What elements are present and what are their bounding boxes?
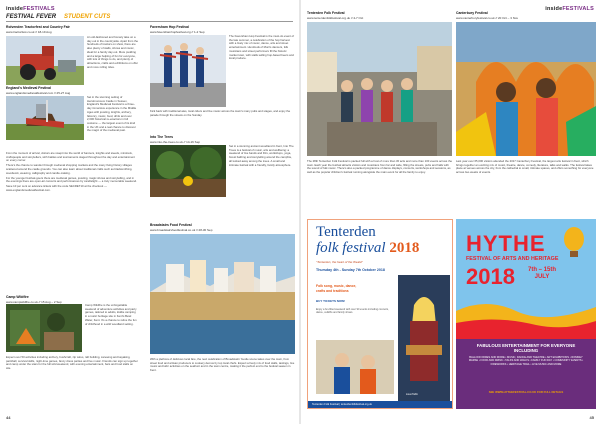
into-the-trees-photo <box>150 145 226 197</box>
feature-subtitle: STUDENT CUTS <box>64 14 111 20</box>
article-web: www.campwildfire.co.uk // 15 Aug – 2 Sep <box>6 299 62 304</box>
article-broadstairs-body <box>150 358 295 374</box>
article-web: www.broadstairsfoodfestival.co.uk // 28-30 Sep <box>150 227 213 232</box>
article-canterbury <box>456 12 596 22</box>
article-faversham-body2 <box>150 110 295 119</box>
ad-small-print: Enjoy a fun-filled weekend with over 90 events including concerts, dance, ceilidhs and family shows. <box>316 308 389 315</box>
article-title: England's Medieval Festival <box>6 86 51 90</box>
article-tenterden-body <box>307 160 452 176</box>
hythe-band-title: FABULOUS ENTERTAINMENT FOR EVERYONE INCLUDING <box>476 343 576 354</box>
article-title: Camp Wildfire <box>6 295 29 299</box>
article-web: www.tractorfest.co.uk // 18-19 Aug <box>6 29 52 34</box>
article-title: Tenterden Folk Festival <box>307 11 345 15</box>
article-title: Rolvenden Tractorfest and Country Fair <box>6 25 70 29</box>
page-number-left: 44 <box>6 415 11 420</box>
article-body: Save 10 per cent on advance tickets with the code SECRET10 at the checkout — www.englandsmedievalfestival.com. <box>6 184 107 192</box>
article-body: Last year over 65,000 visitors attended the 2017 Canterbury Festival, the largest arts festival in Kent, which brings together an exciting mix of music, theatre, dance, comedy, literature, talks and walks. The festival takes place at venues across the city, from the cathedral to small, intimate spaces, and offers something for everyone across two weeks of events. <box>456 159 594 175</box>
hythe-dates-month: JULY <box>534 274 550 280</box>
article-camp-body2 <box>6 356 138 372</box>
morris-dancers-photo <box>150 35 226 107</box>
hythe-band-footer: SEE WWW.HYTHEFESTIVAL.CO.UK FOR FULL DETAILS <box>488 390 564 394</box>
article-web: www.tenterdenfolkfestival.org.uk // 4-7 Oct <box>307 15 364 20</box>
article-body: With a plethora of delicious local fare, the next celebration of Broadstairs' foodie scene takes over the town, from street food and artisan producers to cookery demos by top local chefs. Expect a lively mix of food stalls, tastings, live music and kids' activities on the seafront and in the town centre, making it the perfect end to the festival season in Kent. <box>150 357 295 373</box>
article-faversham-body1 <box>229 35 295 62</box>
ad-dates: Thursday 4th - Sunday 7th October 2018 <box>316 268 385 272</box>
ad-title-word: folk <box>316 240 339 256</box>
article-body: The 28th Tenterden Folk Festival is packed full with a host of more than 30 acts and more than 100 events across the town. Each year the festival attracts visitors and musicians from far and wide, filling the streets, pubs and halls with the sound of folk music. There's also a packed programme of dance displays, concerts, workshops and sessions, as well as the popular children's festival running alongside the main event for all the family to enjoy. <box>307 159 453 175</box>
page-number-right: 45 <box>589 415 594 420</box>
article-web: www.into-the-trees.co.uk // 14-16 Sep <box>150 139 201 144</box>
ad-acts-line: Folk song, music, dance, <box>316 284 357 288</box>
hythe-festival-ad <box>456 219 596 409</box>
ad-title-word: festival <box>338 240 386 256</box>
left-page <box>0 0 299 424</box>
hythe-title: HYTHE <box>466 231 546 256</box>
folk-festival-crowd-photo <box>307 22 452 156</box>
article-camp-body1 <box>85 304 138 327</box>
article-body: From the moment of arrival, visitors are swept into the world of banners, knights and steeds, minstrels, craftspeople and storytellers, with battles and tournaments staged throughout the day and entertainment on every corner. <box>6 151 135 163</box>
article-title: Broadstairs Food Festival <box>150 223 192 227</box>
feature-title: FESTIVAL FEVER <box>6 14 57 20</box>
article-body: Set in the stunning setting of Herstmonceux Castle in Sussex, England's Medieval Festival is a three-day immersive experience in the Middle Ages with jousting, knights, archery, falconry, music, food, drink and over 2,000 historical re-enactors in full costume — the largest event of its kind in the UK and a real chance to discover the magic of the medieval past. <box>87 95 137 133</box>
ad-title: Tenterden <box>316 224 376 240</box>
feature-title-bar <box>6 14 293 22</box>
article-title: Canterbury Festival <box>456 11 488 15</box>
hythe-dates-line: 7th – 15th <box>528 267 557 273</box>
medieval-knight-photo <box>6 96 84 140</box>
article-body: Kick back with traditional ales, local ciders and live music across the town's many pubs and stages, and enjoy the parade through the streets on the Sunday. <box>150 109 291 117</box>
ad-acts <box>316 284 356 293</box>
article-englands-body1 <box>87 96 138 134</box>
broadstairs-photo <box>150 234 295 354</box>
article-title: Into The Trees <box>150 135 173 139</box>
article-trees-body <box>229 145 295 168</box>
hythe-year: 2018 <box>466 264 515 289</box>
hythe-dates <box>528 267 556 281</box>
article-canterbury-body <box>456 160 596 176</box>
ad-acts-line: crafts and traditions <box>316 288 349 293</box>
article-web: www.canterburyfestival.co.uk // 20 Oct – 3 Nov <box>456 15 519 20</box>
header-prefix: inside <box>545 6 563 12</box>
article-body: Expect over 50 activities including archery, bushcraft, zip wires, raft building, canoeing and kayaking, paintball, survival skills, night-time games, fancy dress parties and live music. Friends can sign up together and camp under the stars for the full wild weekend, with evening entertainment, bars and food stalls on site. <box>6 355 138 371</box>
article-body: Camp Wildfire is the unforgettable weekend of adventure activities and party games, tailored to adults, kiddie camping in a rustic heritage site in Kent's Bewl Water, Kent. It's a chance to relive the fun of childhood in a wild woodland setting. <box>85 303 137 326</box>
tractor-photo <box>6 36 84 85</box>
header-prefix: inside <box>6 6 24 12</box>
header-section: FESTIVALS <box>23 6 55 12</box>
article-web: www.favershamhopfestival.org // 1-2 Sep <box>150 29 205 34</box>
ad-inset-photo <box>316 340 394 394</box>
section-header-left <box>6 6 55 12</box>
article-rolvenden-body <box>87 36 138 71</box>
hythe-band-text: BALLOON RIDES AND MORE • MUSIC, DANCE AND THEATRE • ART EXHIBITIONS • ROMNEY MARSH • FOOD AND DRINK • TALKS AND WALKS • FAMILY FUN DAY • COMMUNITY EVENTS • FIREWORKS • HERITAGE TRAIL • LIVE MUSIC AND MORE <box>468 356 584 366</box>
canterbury-carnival-photo <box>456 22 596 156</box>
ad-photo-caption: Lisa Pollio <box>406 393 418 396</box>
article-tenterden <box>307 12 452 22</box>
header-section: FESTIVALS <box>562 6 594 12</box>
article-body: Set in a stunning ancient woodland in Kent, Into The Trees is a festival of music, arts and wellbeing: a weekend of live bands and DJs, workshops, yoga, forest bathing and storytelling around the campfire, all tucked away among the trees. A small and intimate festival with a friendly, family atmosphere. <box>229 144 294 167</box>
article-body: For the younger festival-goers there are medieval games, jousting, magic shows and storytelling, and in the evenings there are open-air concerts and performances by candlelight — a truly memorable weekend. <box>6 175 137 184</box>
ad-tagline: "Tenterden, the heart of the Weald" <box>316 260 363 264</box>
hythe-subtitle: FESTIVAL OF ARTS AND HERITAGE <box>466 256 559 262</box>
article-web: www.englandsmedievalfestival.com // 25-27 Aug <box>6 90 71 95</box>
ad-title-folk <box>316 240 419 257</box>
ad-musician-photo <box>398 275 450 403</box>
right-page <box>301 0 600 424</box>
article-body: There's the chance to wander through medieval shopping markets and the many living history villages scattered around the castle grounds. You can also learn about traditional crafts such as blacksmithing, woodwork, weaving, calligraphy and candle-making. <box>6 163 133 175</box>
ad-footer: Tenterden Folk Festival | tenterdenfolkfestival.org.uk <box>308 401 452 408</box>
tenterden-folk-festival-ad <box>307 219 453 409</box>
ad-year: 2018 <box>385 240 420 256</box>
article-englands-body-rest <box>6 152 138 194</box>
article-broadstairs <box>150 224 295 234</box>
article-title: Faversham Hop Festival <box>150 25 190 29</box>
ad-buy-tickets: BUY TICKETS NOW! <box>316 299 346 303</box>
article-body: An old-fashioned and homely take on a day out in the countryside. Apart from the hundreds of tractors on show, there are also plenty of stalls, shows and music, ideal for a family day out. More pudding and a large helping of fun for everyone, with lots of things to do, and plenty of attractions, crafts and exhibitions on offer and more rolling rides. <box>87 35 138 69</box>
camp-wildfire-photo <box>6 304 82 352</box>
article-body: The Faversham Hop Festival is the must-do event of the late summer, a celebration of the hop harvest with a lively mix of music, dance, arts and street entertainment. Hundreds of Morris dancers, folk musicians and street performers fill the historic market town, with stalls selling hop-based beers and local produce. <box>229 34 294 61</box>
